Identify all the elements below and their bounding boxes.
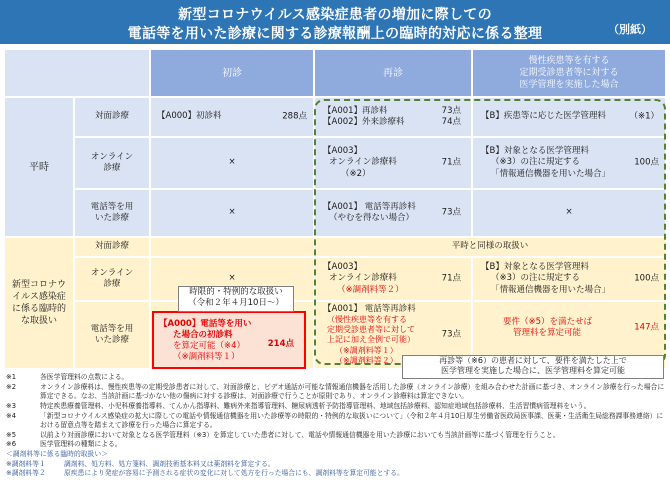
footnote-key: ※3 [6,401,17,410]
fee-item: 【A000】電話等を用い [159,319,252,329]
corner-cell [4,49,150,97]
col-chronic-line: 慢性疾患等を有する [528,55,610,66]
title-banner [0,0,670,44]
footnote-text: 「新型コロナウイルス感染症の拡大に際しての電話や情報通信機器を用いた診療等の時限的・特例的な取扱いについて」（令和２年４月10日厚生労働省医政局医事課、医薬・生活衛生局総務課事務連絡）における留意点等を踏まえて診療を行った場合に算定する。 [40,411,664,430]
row-label-line: オンライン [90,151,134,162]
title-line2: 電話等を用いた診療に関する診療報酬上の臨時的対応に係る整理 [127,26,543,42]
normal-section-label: 平時 [4,97,74,237]
col-revisit-header: 再診 [314,49,472,97]
temporary-measure-callout [178,286,294,312]
fee-note: （※調剤料等２） [337,284,404,295]
fee-points: 73点 [441,105,461,116]
fee-item: 【A000】初診料 [157,111,222,122]
footnote-key: ※5 [6,430,17,439]
fee-table [4,49,666,376]
row-label-online [74,137,150,189]
fee-item: 要件（※5）を満たせば [503,316,593,327]
section-label-line: な取扱い [20,316,57,327]
footnote-text: オンライン診療料は、慢性疾患等の定期受診患者に対して、対面診療と、ビデオ通話が可能な情報通信機器を活用した診療（オンライン診療）を組み合わせた計画に基づき、オンライン診療を行った場合に算定できる。なお、当該計画に基づかない他の傷病に対する診療は、対面診療で行うことが原則であり、オンライン診療料は算定できない。 [40,382,665,401]
fee-note: （※2） [341,168,371,179]
section-label-line: イルス感染症 [12,291,66,302]
covid-face-same-as-normal: 平時と同様の取扱い [314,237,666,257]
row-label-line: いた診療 [94,213,129,223]
fee-points: 74点 [441,117,461,127]
normal-phone-chronic: × [472,189,666,237]
fee-note: （※調剤料等２） [335,356,398,366]
fee-note: 上記に加え全例で可能） [327,335,415,345]
fee-item: オンライン診療料 [329,157,397,168]
covid-face-initial [150,237,314,257]
footnote-list [6,373,666,450]
covid-online-initial: × [150,257,314,301]
normal-phone-initial: × [150,189,314,237]
footnotes [6,373,666,479]
footnote-key: ※6 [6,440,17,449]
covid-online-revisit [314,257,472,301]
fee-note: （やむを得ない場合） [329,213,415,223]
normal-face-chronic [472,97,666,137]
fee-points: 71点 [441,157,461,168]
attachment-tag: （別紙） [608,23,652,36]
col-initial-header: 初診 [150,49,314,97]
fee-note: （※調剤料等１） [335,345,398,355]
fee-item: 【A001】再診料 [323,105,388,116]
col-chronic-header [472,49,666,97]
fee-points: 100点 [634,273,659,284]
fee-points: 73点 [441,329,461,340]
covid-section-label [4,237,74,369]
row-label-online [74,257,150,301]
footnote-text: 原疾患により発症が容易に予測される症状の変化に対して処方を行った場合にも、調剤料等を算定可能とする。 [64,469,404,478]
fee-item: 【A003】 [323,262,363,273]
fee-item: （※3）の注に規定する [491,157,581,168]
footnote-key: ※1 [6,373,17,381]
callout-line: 再診等（※6）の患者に対して、要件を満たした上で [439,356,627,365]
fee-item: 【A001】 電話等再診料 [323,201,416,212]
footnote-item [6,373,666,383]
fee-item: た場合の初診料 [173,330,233,341]
dispensing-note-list [6,460,666,479]
section-label-line: 新型コロナウ [11,279,66,290]
normal-face-revisit [314,97,472,137]
footnote-item [6,383,666,402]
fee-note: を算定可能（※4） [173,341,246,352]
fee-item: 管理料を算定可能 [513,328,582,338]
covid-phone-initial-highlight [152,311,306,369]
footnote-text: 各医学管理料の点数による。 [40,373,129,381]
row-label-line: 電話等を用 [90,201,134,212]
footnote-item [6,469,666,479]
footnote-text: 特定疾患療養管理料、小児科療養指導料、てんかん指導料、難病外来指導管理料、糖尿病透析予防指導管理料、地域包括診療料、認知症地域包括診療料、生活習慣病管理料をいう。 [40,401,591,410]
covid-online-chronic [472,257,666,301]
fee-note: 定期受診患者等に対して [327,324,415,334]
footnote-item [6,412,666,431]
fee-item: 【B】対象となる医学管理料 [481,146,589,157]
dispensing-heading: ＜調剤料等に係る臨時的取扱い＞ [6,450,108,459]
fee-item: オンライン診療料 [329,273,397,284]
footnote-text: 以前より対面診療において対象となる医学管理料（※3）を算定していた患者に対して、電話や情報通信機器を用いた診療においても当該計画等に基づく管理を行うこと。 [40,430,560,439]
fee-item: 「情報通信機器を用いた場合」 [491,284,611,295]
fee-points: 147点 [634,322,659,333]
footnote-item [6,440,666,450]
row-label-line: 診療 [103,163,121,173]
fee-points: 100点 [634,157,659,168]
fee-item: （※3）の注に規定する [491,273,581,284]
callout-line: （令和２年４月10日～） [188,298,284,309]
row-label-line: いた診療 [94,335,129,345]
row-label-phone [74,301,150,369]
callout-line: 医学管理を実施した場合に、医学管理料を算定可能 [441,366,625,376]
callout-line: 時限的・特例的な取扱い [189,287,283,297]
footnote-key: ※調剤料等１ [6,459,46,468]
footnote-text: 調剤料、処方料、処方箋料、調剤技術基本料又は薬剤料を算定する。 [64,459,275,468]
fee-note: （慢性疾患等を有する [327,314,407,324]
fee-note: （※調剤料等１） [173,352,240,363]
row-label-face: 対面診療 [74,97,150,137]
footnote-item [6,402,666,412]
footnote-key: ※4 [6,411,17,420]
fee-item: 【B】疾患等に応じた医学管理料 [481,111,606,122]
fee-item: 【B】対象となる医学管理料 [481,262,589,273]
row-label-line: オンライン [90,267,134,278]
normal-online-chronic [472,137,666,189]
normal-online-initial: × [150,137,314,189]
normal-online-revisit [314,137,472,189]
section-label-line: に係る臨時的 [11,304,66,314]
fee-points: 71点 [441,273,461,284]
row-label-phone [74,189,150,237]
fee-item: 【A003】 [323,146,363,157]
footnote-key: ※調剤料等２ [6,469,46,478]
row-label-line: 電話等を用 [90,323,134,334]
footnote-item [6,460,666,470]
footnote-text: 医学管理料の種類による。 [40,440,122,449]
fee-points: （※1） [629,111,659,122]
col-chronic-line: 医学管理を実施した場合 [519,80,619,91]
fee-item: 【A002】外来診療料 [323,117,405,127]
normal-face-initial [150,97,314,137]
col-chronic-line: 定期受診患者等に対する [519,67,619,78]
fee-points: 214点 [267,339,294,349]
normal-phone-revisit [314,189,472,237]
fee-item: 【A001】 電話等再診料 [323,303,416,314]
row-label-face: 対面診療 [74,237,150,257]
fee-item: 「情報通信機器を用いた場合」 [491,168,611,179]
row-label-line: 診療 [103,279,121,289]
title-line1: 新型コロナウイルス感染症患者の増加に際しての [178,7,492,23]
fee-points: 288点 [282,111,307,122]
fee-points: 73点 [441,207,461,218]
footnote-key: ※2 [6,382,17,391]
